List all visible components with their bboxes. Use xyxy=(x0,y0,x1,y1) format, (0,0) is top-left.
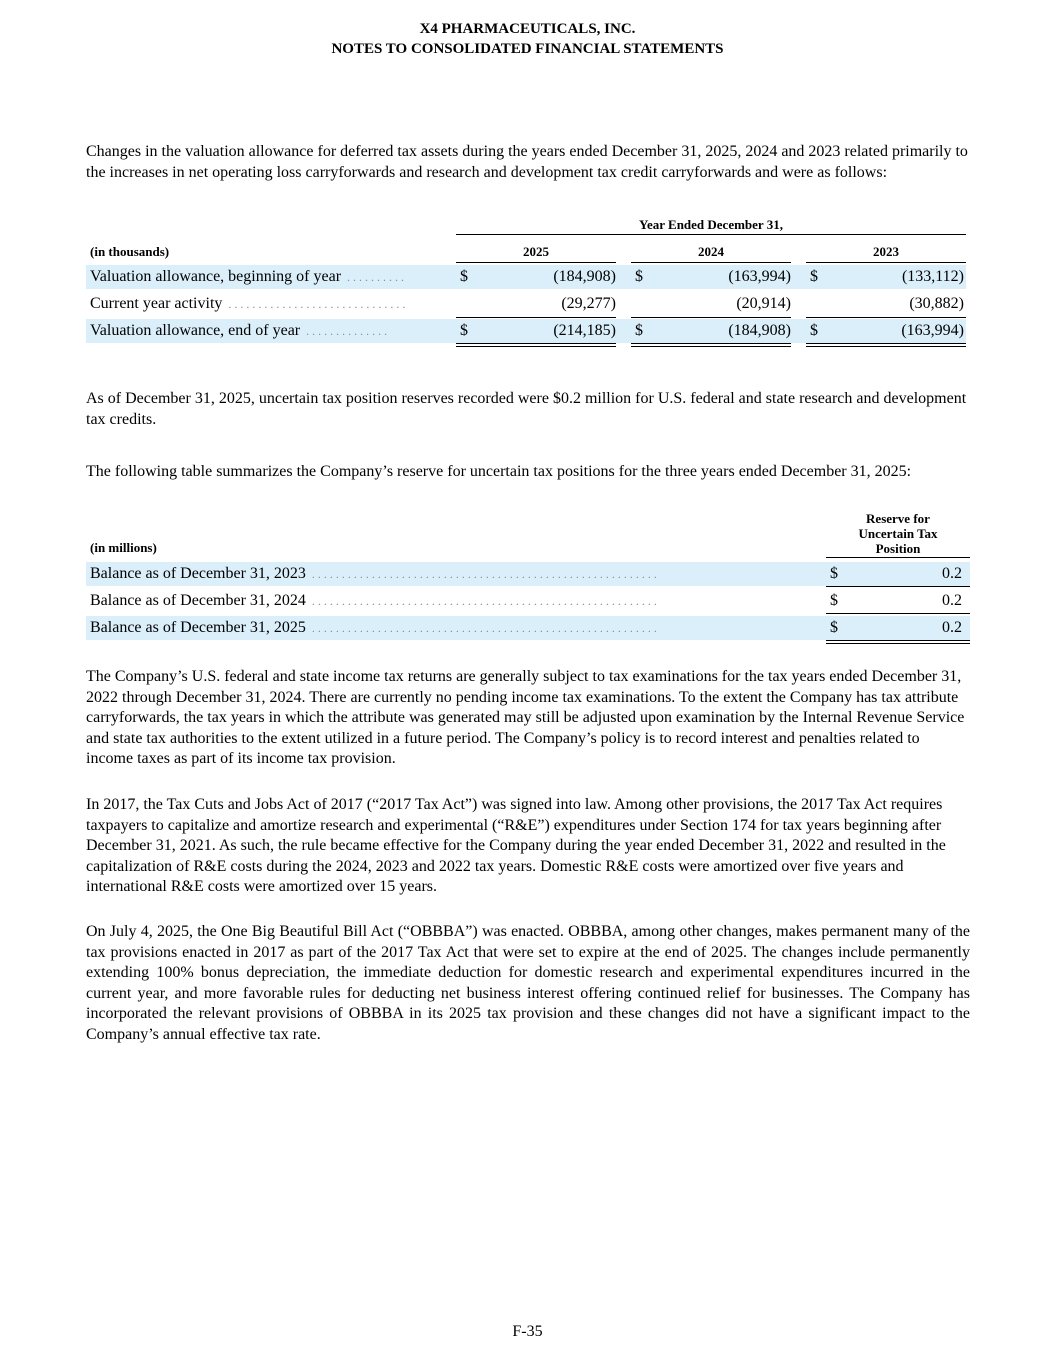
company-name: X4 PHARMACEUTICALS, INC. xyxy=(419,21,636,37)
value-2025: (29,277) xyxy=(561,295,616,312)
leader-dots: .......................................................... xyxy=(305,594,660,608)
year-rule-2023 xyxy=(806,262,966,263)
table-row xyxy=(86,265,966,289)
row-label: Current year activity xyxy=(90,295,223,312)
reserve-value: 0.2 xyxy=(942,592,962,609)
page-number: F-35 xyxy=(512,1323,543,1340)
reserve-column-header xyxy=(826,511,970,556)
year-header-2023: 2023 xyxy=(873,244,899,259)
group-header: Year Ended December 31, xyxy=(639,217,783,232)
unit-label: (in thousands) xyxy=(90,244,170,259)
dollar-sign: $ xyxy=(460,268,468,285)
value-2023: (163,994) xyxy=(901,322,964,339)
row-rule xyxy=(826,586,970,587)
unit-label: (in millions) xyxy=(90,540,157,555)
valuation-allowance-table xyxy=(86,215,966,347)
row-rule xyxy=(826,613,970,614)
year-header-2025: 2025 xyxy=(523,244,549,259)
value-2024: (184,908) xyxy=(728,322,791,339)
reserve-value: 0.2 xyxy=(942,565,962,582)
value-2024: (20,914) xyxy=(736,295,791,312)
dollar-sign: $ xyxy=(810,322,818,339)
column-header-line: Reserve for xyxy=(866,511,930,526)
value-2024: (163,994) xyxy=(728,268,791,285)
dollar-sign: $ xyxy=(460,322,468,339)
subtotal-rule xyxy=(806,317,966,318)
obbba-paragraph: On July 4, 2025, the One Big Beautiful Bill Act (“OBBBA”) was enacted. OBBBA, among other changes, makes permanent many of the tax provisions enacted in 2017 as part of the 2017 Tax Act that were set to expire at the end of 2025. The changes include permanently extending 100% bonus depreciation, the immediate deduction for domestic research and experimental expenditures incurred in the current year, and more favorable rules for deducting net business interest offering continued relief for businesses. The Company has incorporated the relevant provisions of OBBBA in its 2025 tax provision and these changes did not have a significant impact to the Company’s annual effective tax rate. xyxy=(86,923,970,1043)
column-header-line: Uncertain Tax xyxy=(858,526,938,541)
leader-dots: .............. xyxy=(300,324,391,338)
value-2025: (184,908) xyxy=(553,268,616,285)
year-rule-2025 xyxy=(456,262,616,263)
reserve-value: 0.2 xyxy=(942,619,962,636)
row-label: Balance as of December 31, 2023 xyxy=(90,565,306,582)
uncertain-tax-reserve-table xyxy=(86,510,970,645)
table-row xyxy=(86,319,966,343)
row-label: Valuation allowance, beginning of year xyxy=(90,268,342,285)
reserve-intro-paragraph: The following table summarizes the Company’s reserve for uncertain tax positions for the three years ended December 31, 2025: xyxy=(86,463,912,480)
value-2023: (30,882) xyxy=(909,295,964,312)
leader-dots: .......................................................... xyxy=(305,621,660,635)
tax-act-paragraph: In 2017, the Tax Cuts and Jobs Act of 2017 (“2017 Tax Act”) was signed into law. Among other provisions, the 2017 Tax Act requires taxpayers to capitalize and amortize research and experimental (“R&E”) expenditures under Section 174 for tax years beginning after December 31, 2021. As such, the rule became effective for the Company during the year ended December 31, 2022 and resulted in the capitalization of R&E costs during the 2024, 2023 and 2022 tax years. Domestic R&E costs were amortized over five years and international R&E costs were amortized over 15 years. xyxy=(86,796,946,896)
row-label: Balance as of December 31, 2024 xyxy=(90,592,306,609)
total-double-rule xyxy=(806,343,966,347)
value-2025: (214,185) xyxy=(553,322,616,339)
leader-dots: .......... xyxy=(341,270,408,284)
year-rule-2024 xyxy=(631,262,791,263)
total-double-rule xyxy=(631,343,791,347)
uncertain-tax-paragraph: As of December 31, 2025, uncertain tax position reserves recorded were $0.2 million for U.S. federal and state research and development tax credits. xyxy=(86,390,967,428)
subtotal-rule xyxy=(631,317,791,318)
dollar-sign: $ xyxy=(830,592,838,609)
dollar-sign: $ xyxy=(810,268,818,285)
row-label: Balance as of December 31, 2025 xyxy=(90,619,306,636)
table-row xyxy=(86,562,970,586)
group-header-rule xyxy=(456,234,966,235)
table-row xyxy=(86,616,970,640)
leader-dots: .............................. xyxy=(222,297,409,311)
column-header-line: Position xyxy=(875,541,921,556)
table-row xyxy=(86,589,970,613)
dollar-sign: $ xyxy=(635,268,643,285)
total-double-rule xyxy=(826,640,970,644)
dollar-sign: $ xyxy=(830,619,838,636)
leader-dots: .......................................................... xyxy=(305,567,660,581)
dollar-sign: $ xyxy=(635,322,643,339)
dollar-sign: $ xyxy=(830,565,838,582)
year-header-2024: 2024 xyxy=(698,244,724,259)
row-label: Valuation allowance, end of year xyxy=(90,322,301,339)
value-2023: (133,112) xyxy=(901,268,964,285)
subtotal-rule xyxy=(456,317,616,318)
column-header-rule xyxy=(826,557,970,558)
section-title: NOTES TO CONSOLIDATED FINANCIAL STATEMENTS xyxy=(331,41,724,57)
tax-examination-paragraph: The Company’s U.S. federal and state income tax returns are generally subject to tax examinations for the tax years ended December 31, 2022 through December 31, 2024. There are currently no pending income tax examinations. To the extent the Company has tax attribute carryforwards, the tax years in which the attribute was generated may still be adjusted upon examination by the Internal Revenue Service and state tax authorities to the extent utilized in a future period. The Company’s policy is to record interest and penalties related to income taxes as part of its income tax provision. xyxy=(86,668,965,768)
table-row xyxy=(86,292,966,316)
intro-paragraph: Changes in the valuation allowance for deferred tax assets during the years ended December 31, 2025, 2024 and 2023 related primarily to the increases in net operating loss carryforwards and research and development tax credit carryforwards and were as follows: xyxy=(86,143,968,181)
total-double-rule xyxy=(456,343,616,347)
